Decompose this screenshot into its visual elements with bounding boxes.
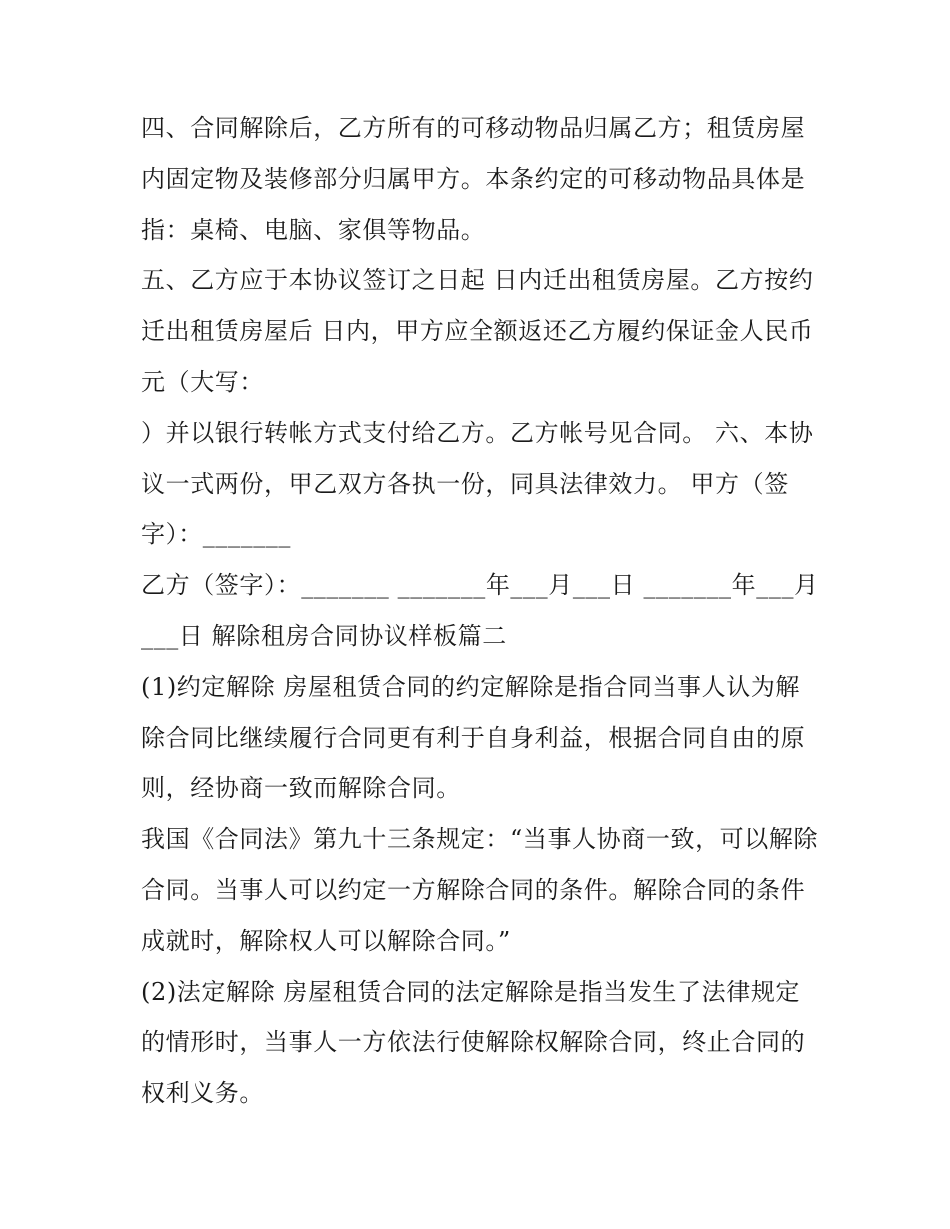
paragraph-contract-law-article: 我国《合同法》第九十三条规定：“当事人协商一致，可以解除合同。当事人可以约定一方解除合同的条件。解除合同的条件成就时，解除权人可以解除合同。”: [141, 825, 819, 955]
paragraph-statutory-termination: (2)法定解除 房屋租赁合同的法定解除是指当发生了法律规定的情形时，当事人一方依法行使解除权解除合同，终止合同的权利义务。: [141, 977, 806, 1108]
paragraph-clause-4: 四、合同解除后，乙方所有的可移动物品归属乙方；租赁房屋内固定物及装修部分归属甲方。本条约定的可移动物品具体是指：桌椅、电脑、家俱等物品。: [141, 114, 806, 244]
paragraph-clause-5: 五、乙方应于本协议签订之日起 日内迁出租赁房屋。乙方按约迁出租赁房屋后 日内，甲方应全额返还乙方履约保证金人民币 元（大写：: [141, 266, 814, 396]
document-body: [141, 103, 821, 1119]
paragraph-clause-6: ）并以银行转帐方式支付给乙方。乙方帐号见合同。 六、本协议一式两份，甲乙双方各执一份，同具法律效力。 甲方（签字）：_______: [141, 418, 814, 549]
paragraph-agreed-termination: (1)约定解除 房屋租赁合同的约定解除是指合同当事人认为解除合同比继续履行合同更有利于自身利益，根据合同自由的原则，经协商一致而解除合同。: [141, 672, 806, 803]
paragraph-signatures: 乙方（签字）：_______ _______年___月___日 _______年___月___日 解除租房合同协议样板篇二: [141, 571, 819, 650]
